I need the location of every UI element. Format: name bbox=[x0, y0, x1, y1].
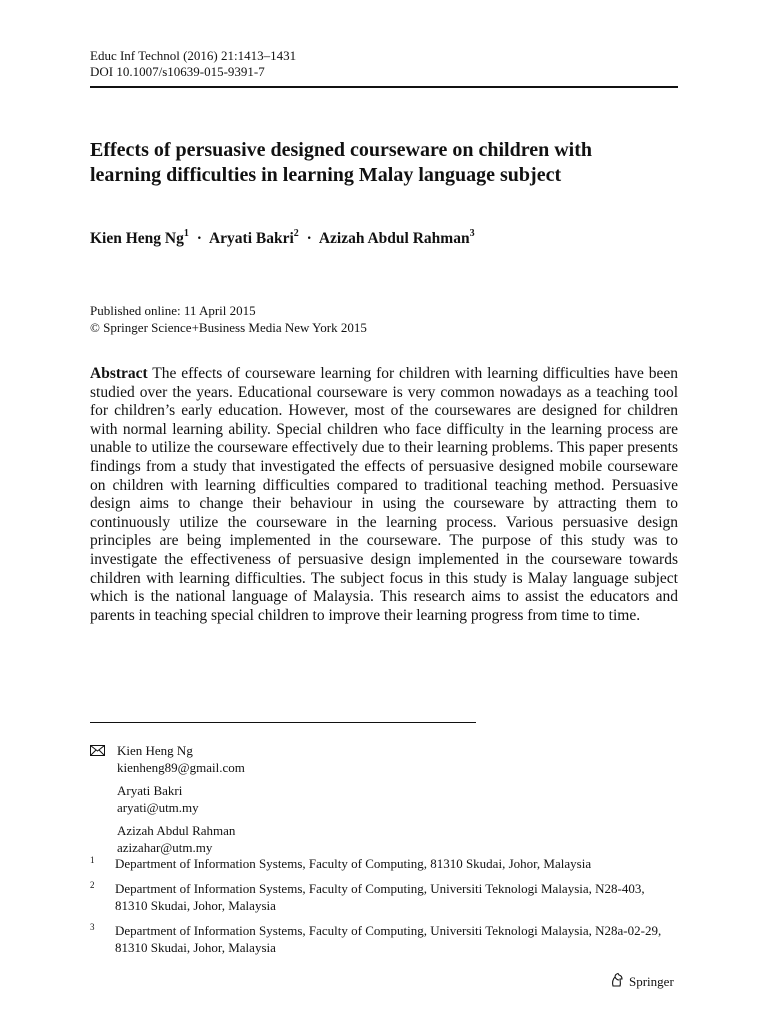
author-affil-mark: 3 bbox=[469, 228, 475, 239]
footnote-rule bbox=[90, 722, 476, 723]
journal-citation: Educ Inf Technol (2016) 21:1413–1431 bbox=[90, 48, 297, 63]
journal-header bbox=[90, 48, 296, 80]
author-contacts bbox=[90, 742, 245, 862]
affiliation-text: Department of Information Systems, Faculty of Computing, Universiti Teknologi Malaysia, N28-403, 81310 Skudai, Johor, Malaysia bbox=[115, 881, 645, 913]
affiliations bbox=[90, 855, 678, 964]
affiliation-text: Department of Information Systems, Faculty of Computing, 81310 Skudai, Johor, Malaysia bbox=[115, 856, 592, 871]
publication-info bbox=[90, 302, 367, 336]
contact-entry bbox=[90, 742, 245, 776]
contact-name: Azizah Abdul Rahman bbox=[117, 823, 236, 838]
affiliation-number: 1 bbox=[90, 855, 95, 865]
author-separator: · bbox=[306, 230, 312, 248]
author-name: Kien Heng Ng bbox=[90, 230, 184, 248]
publisher-footer bbox=[609, 972, 674, 992]
published-date: Published online: 11 April 2015 bbox=[90, 303, 256, 318]
contact-name: Aryati Bakri bbox=[117, 783, 183, 798]
author-name: Aryati Bakri bbox=[208, 230, 294, 248]
contact-entry bbox=[90, 782, 245, 816]
affiliation-item bbox=[90, 855, 678, 872]
contact-email[interactable]: azizahar@utm.my bbox=[117, 840, 213, 855]
contact-email[interactable]: kienheng89@gmail.com bbox=[117, 760, 245, 775]
author-affil-mark: 1 bbox=[183, 228, 189, 239]
affiliation-text: Department of Information Systems, Faculty of Computing, Universiti Teknologi Malaysia, N28a-02-29, 81310 Skudai, Johor, Malaysia bbox=[115, 923, 662, 955]
author-list bbox=[90, 229, 475, 248]
copyright: © Springer Science+Business Media New York 2015 bbox=[90, 320, 367, 335]
abstract bbox=[90, 365, 678, 625]
author-affil-mark: 2 bbox=[293, 228, 299, 239]
contact-name: Kien Heng Ng bbox=[117, 743, 193, 758]
affiliation-item bbox=[90, 922, 678, 956]
abstract-label: Abstract bbox=[90, 365, 148, 382]
paper-title: Effects of persuasive designed courseware on children with learning difficulties in learning Malay language subject bbox=[90, 139, 593, 186]
affiliation-item bbox=[90, 880, 678, 914]
publisher-name: Springer bbox=[629, 974, 674, 989]
envelope-icon bbox=[90, 743, 105, 760]
affiliation-number: 2 bbox=[90, 880, 95, 890]
doi[interactable]: DOI 10.1007/s10639-015-9391-7 bbox=[90, 64, 265, 79]
author-separator: · bbox=[196, 230, 202, 248]
header-rule bbox=[90, 86, 678, 88]
contact-email[interactable]: aryati@utm.my bbox=[117, 800, 199, 815]
author-name: Azizah Abdul Rahman bbox=[318, 230, 470, 248]
abstract-text: The effects of courseware learning for children with learning difficulties have been studied over the years. Educational courseware is very common nowadays as a teaching tool for children’s early education. However, most of the coursewares are designed for children with normal learning ability. Special children who face difficulty in the learning process are unable to utilize the courseware effectively due to their learning problems. This paper presents findings from a study that investigated the effects of persuasive designed mobile courseware on children with learning difficulties compared to traditional teaching method. Persuasive design aims to change their behaviour in using the courseware by attracting them to continuously utilize the courseware in the learning process. Various persuasive design principles are being implemented in the courseware. The purpose of this study was to investigate the effectiveness of persuasive design implemented in the courseware towards children with learning difficulties. The subject focus in this study is Malay language subject which is the national language of Malaysia. This research aims to assist the educators and parents in teaching special children to improve their learning progress from time to time. bbox=[90, 365, 678, 624]
affiliation-number: 3 bbox=[90, 922, 95, 932]
springer-horse-icon bbox=[609, 972, 629, 992]
contact-entry bbox=[90, 822, 245, 856]
